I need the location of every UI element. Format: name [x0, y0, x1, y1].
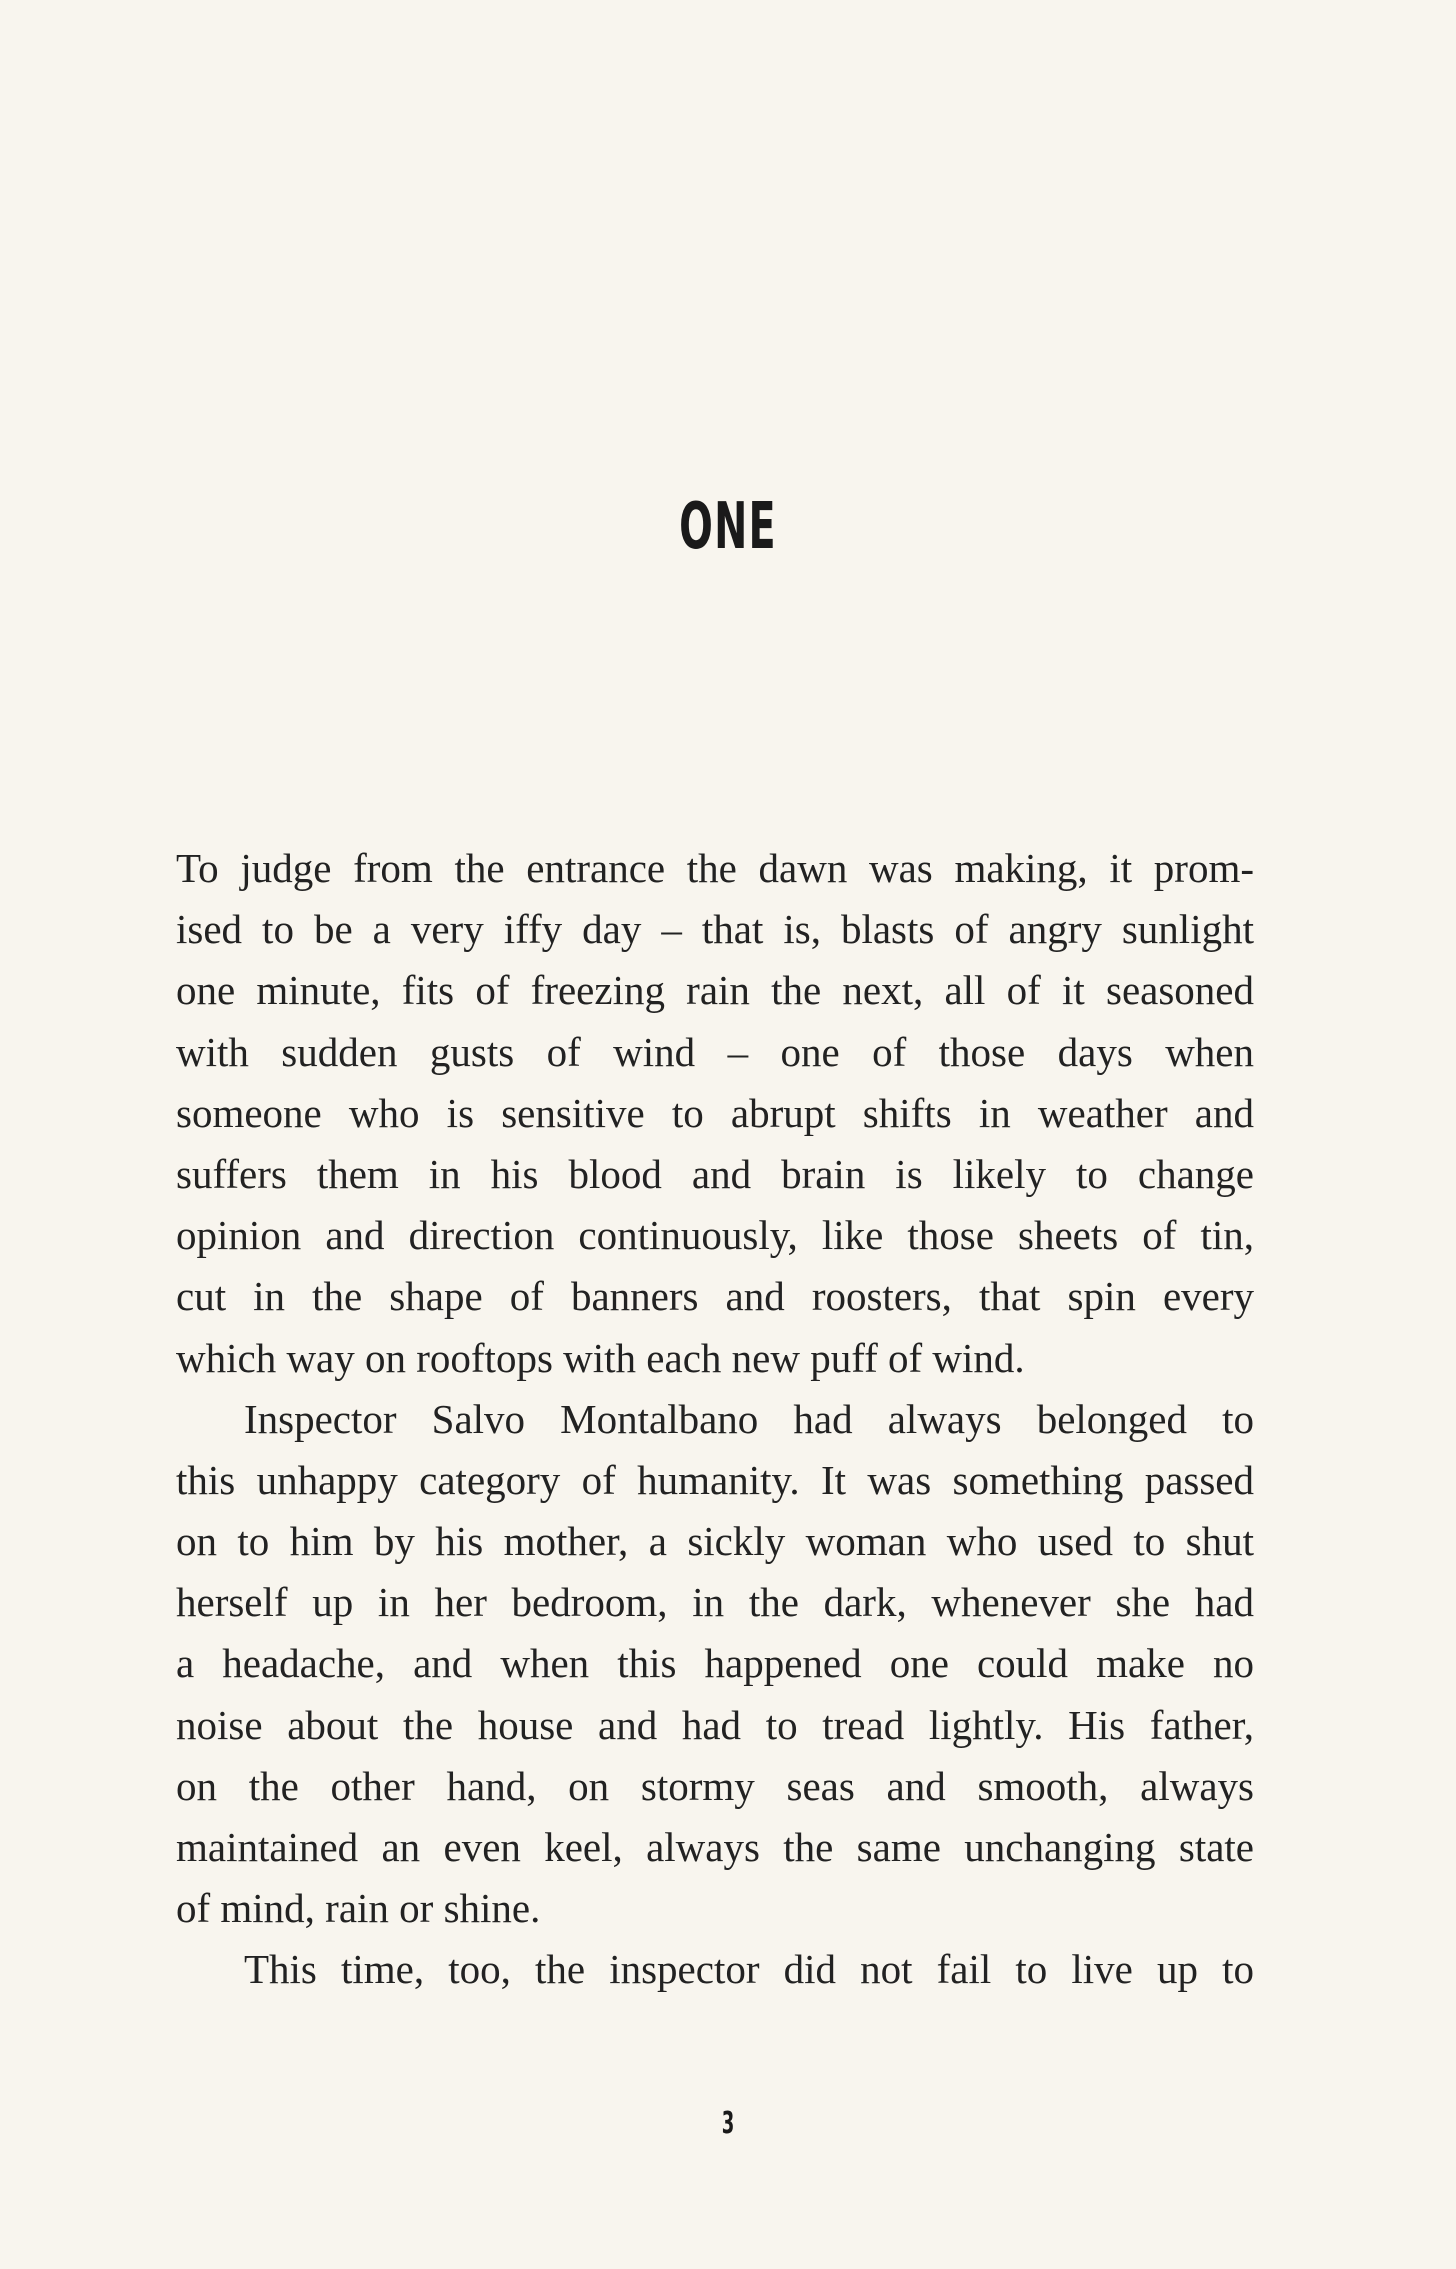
text-line: To judge from the entrance the dawn was making, it prom-	[176, 845, 1254, 891]
body-text	[176, 838, 1254, 2001]
text-line: maintained an even keel, always the same unchanging state	[176, 1824, 1254, 1870]
text-line: of mind, rain or shine.	[176, 1885, 541, 1932]
text-line: on the other hand, on stormy seas and smooth, always	[176, 1762, 1254, 1809]
text-line: with sudden gusts of wind – one of those days when	[176, 1028, 1254, 1075]
text-line: on to him by his mother, a sickly woman who used to shut	[176, 1518, 1254, 1565]
text-line: opinion and direction continuously, like those sheets of tin,	[176, 1212, 1254, 1259]
text-line: ised to be a very iffy day – that is, blasts of angry sunlight	[176, 906, 1254, 953]
text-line: cut in the shape of banners and roosters, that spin every	[176, 1273, 1254, 1320]
page-number: 3	[721, 2106, 735, 2141]
text-line: suffers them in his blood and brain is likely to change	[176, 1150, 1254, 1197]
text-line: This time, too, the inspector did not fail to live up to	[244, 1946, 1254, 1993]
text-line: which way on rooftops with each new puff of wind.	[176, 1334, 1025, 1381]
text-line: Inspector Salvo Montalbano had always belonged to	[244, 1395, 1254, 1442]
chapter-title: ONE	[679, 490, 777, 564]
text-line: this unhappy category of humanity. It was something passed	[176, 1456, 1254, 1503]
text-line: a headache, and when this happened one could make no	[176, 1640, 1254, 1687]
text-line: noise about the house and had to tread lightly. His father,	[176, 1701, 1254, 1748]
text-line: one minute, fits of freezing rain the next, all of it seasoned	[176, 967, 1254, 1014]
text-line: herself up in her bedroom, in the dark, whenever she had	[176, 1579, 1254, 1626]
text-line: someone who is sensitive to abrupt shifts in weather and	[176, 1089, 1254, 1136]
